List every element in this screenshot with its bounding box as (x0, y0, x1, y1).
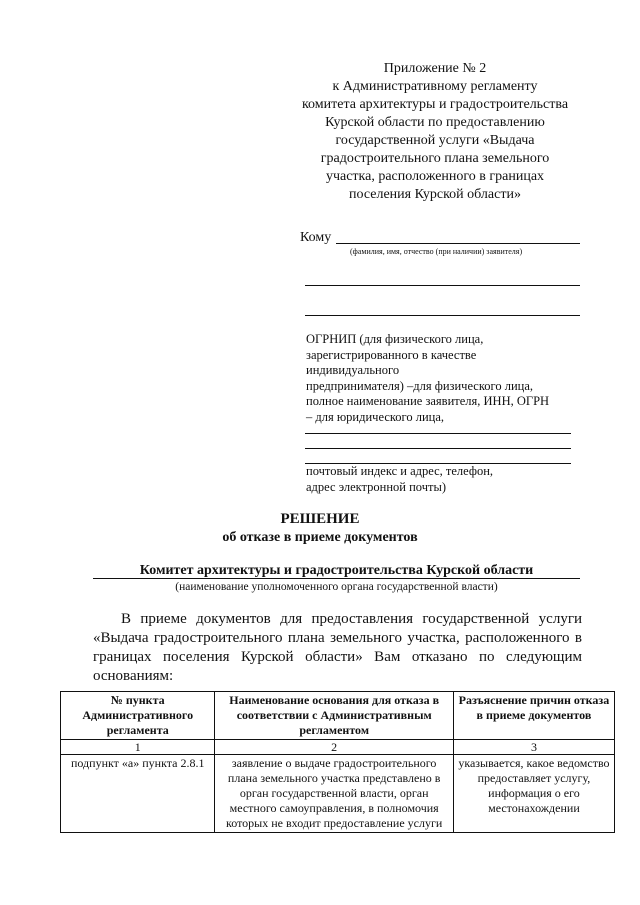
header-line: государственной услуги «Выдача (335, 133, 535, 148)
header-line: Приложение № 2 (383, 61, 487, 76)
ground-cell: заявление о выдаче градостроительного плана земельного участка представлено в орган государственной власти, орган местного самоуправления, в полномочия которых не входит предоставление услуги (215, 755, 453, 833)
blank-line (305, 315, 580, 316)
postal-text: почтовый индекс и адрес, телефон, адрес электронной почты) (306, 464, 494, 494)
header-line: комитета архитектуры и градостроительства (301, 97, 569, 112)
header-line: к Административному регламенту (332, 79, 538, 94)
recipient-label: Кому (300, 230, 332, 245)
header-line: Курской области по предоставлению (325, 115, 545, 130)
blank-line (305, 448, 571, 449)
column-header: Разъяснение причин отказа в приеме документов (453, 692, 614, 740)
blank-line (305, 285, 580, 286)
column-number: 1 (61, 740, 215, 755)
ogrnip-text: ОГРНИП (для физического лица, зарегистрированного в качестве индивидуального предпринимателя) –для физического лица, полное наименование заявителя, ИНН, ОГРН – для юридического лица, (306, 332, 550, 424)
decision-title: РЕШЕНИЕ (280, 511, 360, 527)
organ-hint: (наименование уполномоченного органа государственной власти) (175, 581, 498, 593)
header-line: поселения Курской области» (349, 187, 521, 202)
column-header: № пункта Административного регламента (61, 692, 215, 740)
table-number-row (61, 740, 615, 755)
column-number: 3 (453, 740, 614, 755)
decision-subtitle: об отказе в приеме документов (222, 530, 418, 545)
column-number: 2 (215, 740, 453, 755)
grounds-table (60, 691, 615, 833)
organ-underline (93, 578, 580, 579)
recipient-field (300, 229, 582, 247)
recipient-hint: (фамилия, имя, отчество (при наличии) заявителя) (350, 247, 523, 256)
table-row (61, 755, 615, 833)
refusal-paragraph: В приеме документов для предоставления государственной услуги «Выдача градостроительного плана земельного участка, расположенного в границах поселения Курской области» Вам отказано по следующим основаниям: (93, 611, 582, 684)
recipient-underline (336, 243, 580, 244)
header-line: участка, расположенного в границах (325, 169, 545, 184)
appendix-header (270, 60, 600, 204)
header-line: градостроительного плана земельного (320, 151, 550, 166)
table-header-row (61, 692, 615, 740)
organ-field (93, 562, 580, 579)
column-header: Наименование основания для отказа в соответствии с Административным регламентом (215, 692, 453, 740)
organ-name: Комитет архитектуры и градостроительства Курской области (139, 563, 534, 578)
blank-line (305, 433, 571, 434)
explanation-cell: указывается, какое ведомство предоставляет услугу, информация о его местонахождении (453, 755, 614, 833)
point-cell: подпункт «а» пункта 2.8.1 (61, 755, 215, 833)
